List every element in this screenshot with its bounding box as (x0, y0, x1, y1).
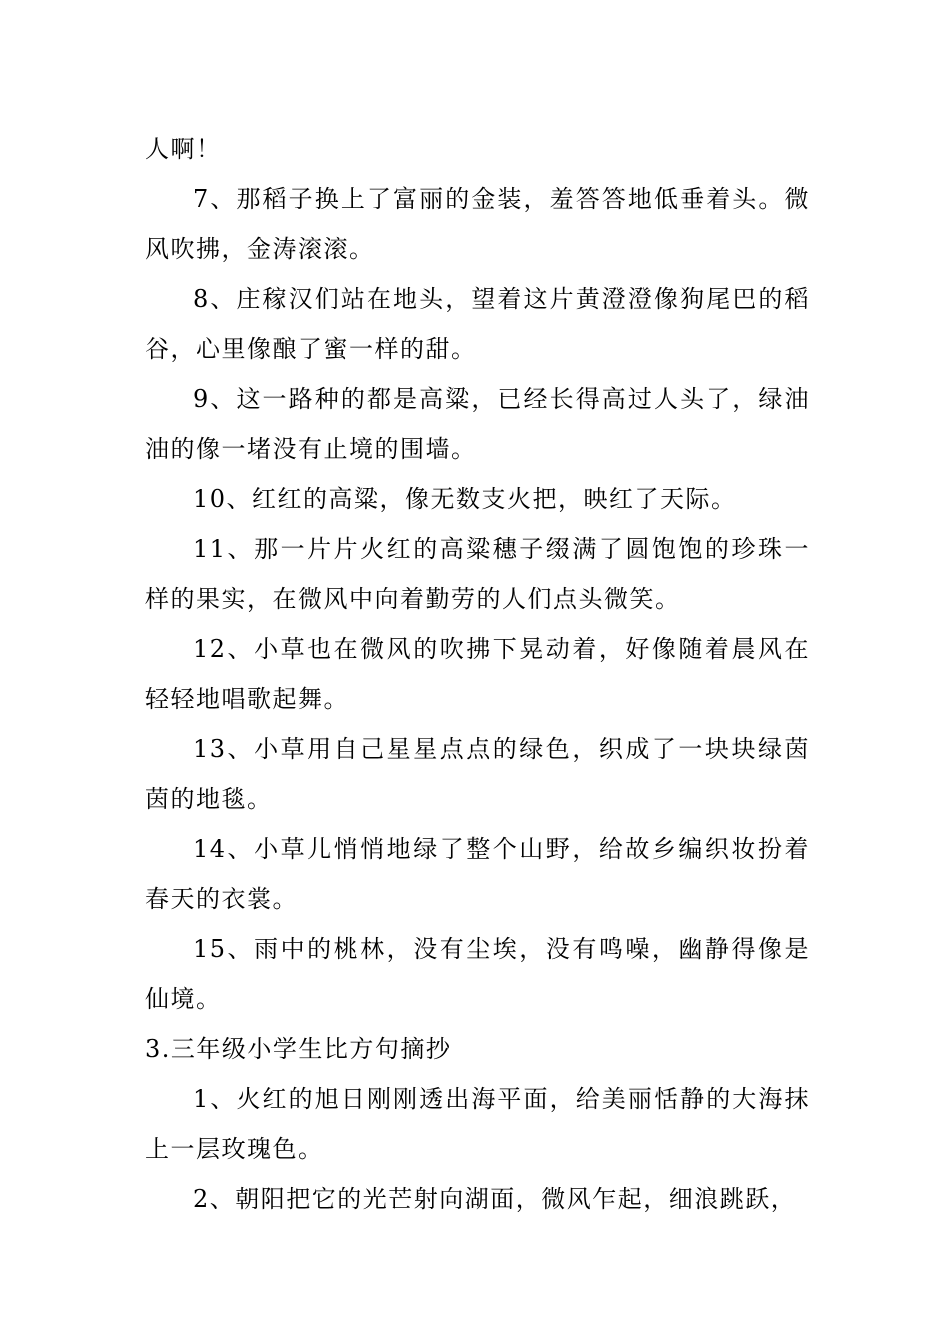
list-item: 1、火红的旭日刚刚透出海平面，给美丽恬静的大海抹上一层玫瑰色。 (145, 1085, 810, 1163)
paragraph: 人啊！ (145, 135, 222, 163)
list-item: 11、那一片片火红的高粱穗子缀满了圆饱饱的珍珠一样的果实，在微风中向着勤劳的人们点头微笑。 (145, 535, 810, 613)
list-item: 14、小草儿悄悄地绿了整个山野，给故乡编织妆扮着春天的衣裳。 (145, 835, 810, 913)
section-heading: 3.三年级小学生比方句摘抄 (145, 1035, 452, 1063)
list-item: 12、小草也在微风的吹拂下晃动着，好像随着晨风在轻轻地唱歌起舞。 (145, 635, 810, 713)
list-item: 9、这一路种的都是高粱，已经长得高过人头了，绿油油的像一堵没有止境的围墙。 (145, 385, 810, 463)
list-item: 2、朝阳把它的光芒射向湖面，微风乍起，细浪跳跃， (193, 1185, 797, 1213)
list-item: 13、小草用自己星星点点的绿色，织成了一块块绿茵茵的地毯。 (145, 735, 810, 813)
list-item: 8、庄稼汉们站在地头，望着这片黄澄澄像狗尾巴的稻谷，心里像酿了蜜一样的甜。 (145, 285, 810, 363)
list-item: 7、那稻子换上了富丽的金装，羞答答地低垂着头。微风吹拂，金涛滚滚。 (145, 185, 810, 263)
document-body (145, 124, 810, 1224)
list-item: 15、雨中的桃林，没有尘埃，没有鸣噪，幽静得像是仙境。 (145, 935, 810, 1013)
list-item: 10、红红的高粱，像无数支火把，映红了天际。 (193, 485, 737, 513)
